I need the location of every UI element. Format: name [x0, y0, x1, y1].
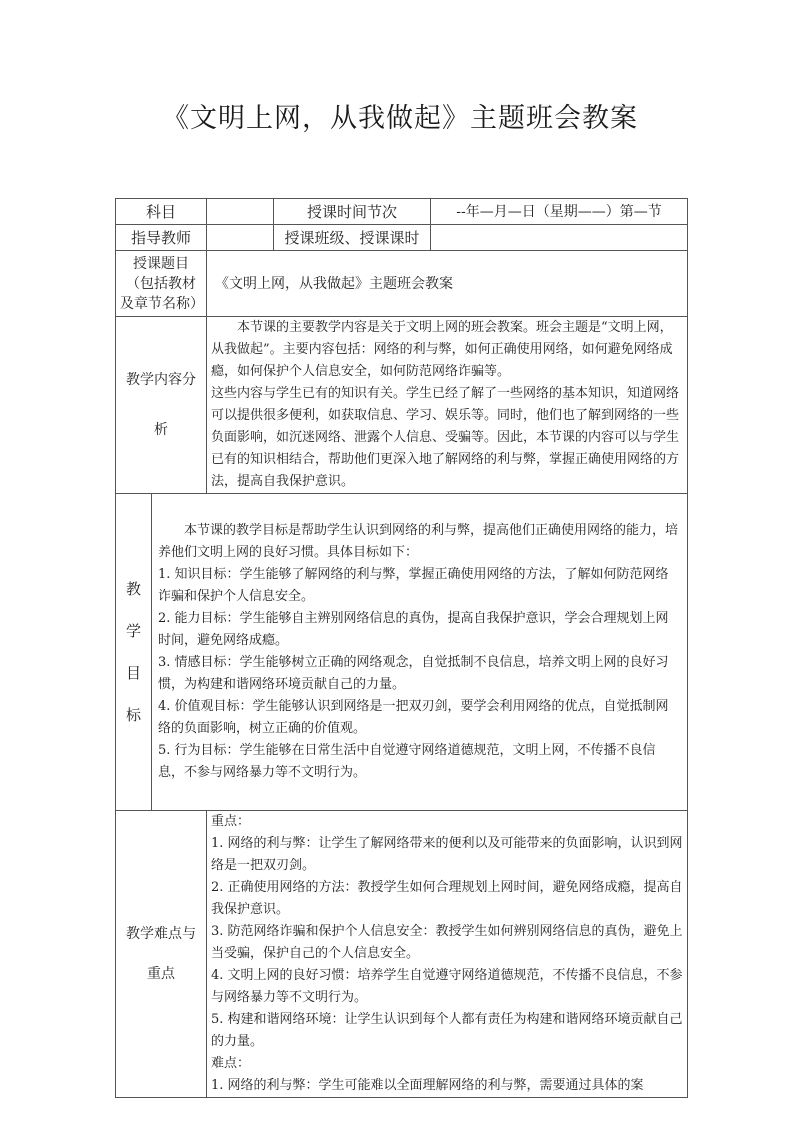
goals-label-char-3: 目: [125, 664, 141, 682]
difficult-points-heading: 难点：: [211, 1056, 251, 1071]
subject-value: [207, 199, 274, 225]
topic-label-line-3: 及章节名称）: [120, 295, 204, 312]
goal-item: 1. 知识目标：学生能够了解网络的利与弊，掌握正确使用网络的方法，了解如何防范网络诈骗和保护个人信息安全。: [158, 567, 669, 604]
row-topic: [116, 251, 688, 317]
time-label: 授课时间节次: [274, 199, 431, 225]
goal-item: 3. 情感目标：学生能够树立正确的网络观念，自觉抵制不良信息，培养文明上网的良好习惯，为构建和谐网络环境贡献自己的力量。: [158, 655, 669, 692]
difficult-point-item: 1. 网络的利与弊：学生可能难以全面理解网络的利与弊，需要通过具体的案: [211, 1078, 644, 1093]
row-teacher: [116, 225, 688, 251]
analysis-content: [207, 317, 688, 494]
goal-item: 2. 能力目标：学生能够自主辨别网络信息的真伪，提高自我保护意识，学会合理规划上网时间，避免网络成瘾。: [158, 611, 669, 648]
goals-label-char-4: 标: [125, 706, 141, 724]
goal-item: 4. 价值观目标：学生能够认识到网络是一把双刃剑，要学会利用网络的优点，自觉抵制网络的负面影响，树立正确的价值观。: [158, 699, 669, 736]
teacher-value: [207, 225, 274, 251]
time-value: --年—月—日（星期——）第—节: [431, 199, 688, 225]
page-title: 《文明上网，从我做起》主题班会教案: [162, 103, 638, 134]
key-point-item: 5. 构建和谐网络环境：让学生认识到每个人都有责任为构建和谐网络环境贡献自己的力量。: [211, 1012, 683, 1049]
row-goals: [116, 494, 688, 811]
difficulty-label: [116, 811, 207, 1098]
goals-intro: 本节课的教学目标是帮助学生认识到网络的利与弊，提高他们正确使用网络的能力，培养他们文明上网的良好习惯。具体目标如下：: [158, 523, 679, 560]
goals-label: [116, 494, 152, 811]
analysis-label-line-2: 析: [154, 422, 168, 438]
lesson-plan-table: [115, 198, 688, 1098]
difficulty-content: [207, 811, 688, 1098]
difficulty-label-line-1: 教学难点与: [126, 926, 196, 942]
key-point-item: 1. 网络的利与弊：让学生了解网络带来的便利以及可能带来的负面影响，认识到网络是一把双刃剑。: [211, 836, 683, 873]
goals-label-char-2: 学: [125, 622, 141, 640]
row-analysis: [116, 317, 688, 494]
goals-content: [152, 494, 688, 811]
class-label: 授课班级、授课课时: [274, 225, 431, 251]
key-points-heading: 重点：: [211, 814, 251, 829]
analysis-label: [116, 317, 207, 494]
key-point-item: 2. 正确使用网络的方法：教授学生如何合理规划上网时间，避免网络成瘾，提高自我保护意识。: [211, 880, 683, 917]
row-subject: [116, 199, 688, 225]
subject-label: 科目: [116, 199, 207, 225]
topic-label: [116, 251, 207, 317]
key-point-item: 3. 防范网络诈骗和保护个人信息安全：教授学生如何辨别网络信息的真伪，避免上当受骗，保护自己的个人信息安全。: [211, 924, 683, 961]
difficulty-label-line-2: 重点: [147, 966, 175, 982]
class-value: [431, 225, 688, 251]
goals-label-char-1: 教: [125, 580, 141, 598]
teacher-label: 指导教师: [116, 225, 207, 251]
topic-label-line-2: （包括教材: [126, 275, 196, 292]
analysis-paragraph-2: 这些内容与学生已有的知识有关。学生已经了解了一些网络的基本知识，知道网络可以提供很多便利，如获取信息、学习、娱乐等。同时，他们也了解到网络的一些负面影响，如沉迷网络、泄露个人信息、受骗等。因此，本节课的内容可以与学生已有的知识相结合，帮助他们更深入地了解网络的利与弊，掌握正确使用网络的方法，提高自我保护意识。: [211, 386, 680, 489]
topic-value: 《文明上网，从我做起》主题班会教案: [207, 251, 688, 317]
key-point-item: 4. 文明上网的良好习惯：培养学生自觉遵守网络道德规范，不传播不良信息，不参与网络暴力等不文明行为。: [211, 968, 683, 1005]
topic-label-line-1: 授课题目: [133, 255, 189, 272]
row-difficulty: [116, 811, 688, 1098]
analysis-label-line-1: 教学内容分: [126, 372, 196, 388]
goal-item: 5. 行为目标：学生能够在日常生活中自觉遵守网络道德规范，文明上网，不传播不良信息，不参与网络暴力等不文明行为。: [158, 743, 656, 780]
analysis-paragraph-1: 本节课的主要教学内容是关于文明上网的班会教案。班会主题是“文明上网，从我做起”。主要内容包括：网络的利与弊，如何正确使用网络，如何避免网络成瘾，如何保护个人信息安全，如何防范网络诈骗等。: [211, 320, 673, 379]
